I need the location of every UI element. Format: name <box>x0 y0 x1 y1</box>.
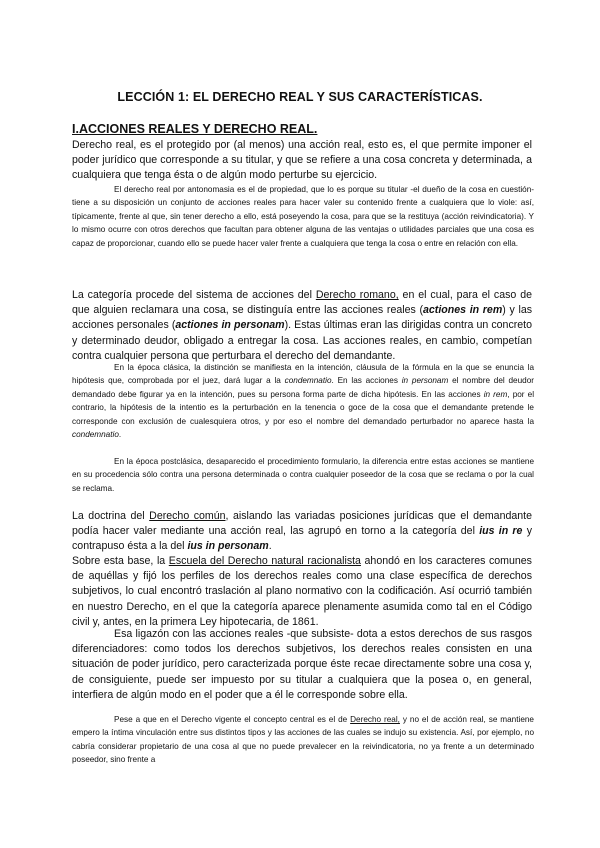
term-condemnatio-2: condemnatio <box>72 430 119 440</box>
link-derecho-real[interactable]: Derecho real, <box>350 715 400 724</box>
paragraph-derecho-comun: La doctrina del Derecho común, aislando las variadas posiciones jurídicas que el demandante podía hacer valer mediante una acción real, las agrupó en torno a la categoría del ius in re y contrapuso ésta a la del ius in personam. <box>72 510 532 553</box>
page-title: LECCIÓN 1: EL DERECHO REAL Y SUS CARACTERÍSTICAS. <box>117 90 483 104</box>
term-actiones-in-rem: actiones in rem <box>423 304 503 317</box>
term-in-rem: in rem <box>483 389 508 399</box>
link-escuela-derecho-natural[interactable]: Escuela del Derecho natural racionalista <box>168 555 361 567</box>
term-actiones-in-personam: actiones in personam <box>175 319 285 332</box>
link-derecho-comun[interactable]: Derecho común <box>149 510 226 522</box>
term-ius-in-re: ius in re <box>479 525 523 538</box>
paragraph-epoca-postclasica: En la época postclásica, desaparecido el procedimiento formulario, la diferencia entre estas acciones se mantiene en su procedencia sólo contra una persona determinada o contra cualquier poseedor de la cosa que se reclama o por la cual se reclama. <box>72 457 534 493</box>
paragraph-ligazon: Esa ligazón con las acciones reales -que subsiste- dota a estos derechos de sus rasgos diferenciadores: como todos los derechos subjetivos, los derechos reales consisten en una situación de poder jurídico, pero caracterizada porque éste recae directamente sobre una cosa y, de consiguiente, puede ser impuesto por su titular a cualquiera que la posea o, en general, interfiera de algún modo en el poder que a él le corresponde sobre ella. <box>72 628 532 701</box>
term-ius-in-personam: ius in personam <box>187 540 269 553</box>
paragraph-escuela: Sobre esta base, la Escuela del Derecho natural racionalista ahondó en los caracteres comunes de aquéllas y fijó los perfiles de los derechos reales como una clase específica de derechos subjetivos, lo cual encontró traslación al plano normativo con la codificación. Así ocurrió también en nuestro Derecho, en el que la categoría aparece plenamente asumida como tal en el Código civil y, antes, en la primera Ley hipotecaria, de 1861. <box>72 555 532 628</box>
link-derecho-romano[interactable]: Derecho romano, <box>315 289 399 301</box>
paragraph-propiedad: El derecho real por antonomasia es el de propiedad, que lo es porque su titular -el dueño de la cosa en cuestión- tiene a su disposición un conjunto de acciones reales para hacer valer su contenido frente a cualquiera que lo viole: así, típicamente, frente al que, sin tener derecho a ello, está poseyendo la cosa, para que se la restituya (acción reivindicatoria). Y lo mismo ocurre con otros derechos que facultan para obtener alguna de las ventajas o utilidades parciales que una cosa es capaz de proporcionar, cuando ello se puede hacer valer frente a cualquiera que tenga la cosa o entre en relación con ella. <box>72 185 534 248</box>
term-in-personam: in personam <box>401 376 449 386</box>
paragraph-derecho-vigente: Pese a que en el Derecho vigente el concepto central es el de Derecho real, y no el de acción real, se mantiene empero la íntima vinculación entre sus distintos tipos y las acciones de las cuales se indujo su existencia. Así, por ejemplo, no cabría considerar propietario de una cosa al que no puede prevalecer en la reivindicatoria, no ya frente a un determinado poseedor, sino frente a <box>72 715 534 765</box>
section-heading: I.ACCIONES REALES Y DERECHO REAL. <box>72 122 318 136</box>
paragraph-epoca-clasica: En la época clásica, la distinción se manifiesta en la intención, cláusula de la fórmula en la que se enuncia la hipótesis que, comprobada por el juez, dará lugar a la condemnatio. En las acciones in personam el nombre del deudor demandado debe figurar ya en la intención, pues su persona forma parte de dicha hipótesis. En las acciones in rem, por el contrario, la hipótesis de la intentio es la perturbación en la tenencia o goce de la cosa que el demandante pretende le corresponde con exclusión de cualesquiera otros, y por eso el nombre del demandado perturbador no aparece hasta la condemnatio. <box>72 363 535 440</box>
term-condemnatio: condemnatio <box>284 376 332 386</box>
paragraph-categoria: La categoría procede del sistema de acciones del Derecho romano, en el cual, para el caso de que alguien reclamara una cosa, se distinguía entre las acciones reales (actiones in rem) y las acciones personales (actiones in personam). Estas últimas eran las dirigidas contra un concreto y determinado deudor, obligado a entregar la cosa. Las acciones reales, en cambio, competían contra cualquier persona que perturbara el derecho del demandante. <box>72 289 533 362</box>
paragraph-definition: Derecho real, es el protegido por (al menos) una acción real, esto es, el que permite imponer el poder jurídico que corresponde a su titular, y que se refiere a una cosa concreta y determinada, a cualquiera que tenga ésta o de algún modo perturbe su ejercicio. <box>72 139 532 182</box>
